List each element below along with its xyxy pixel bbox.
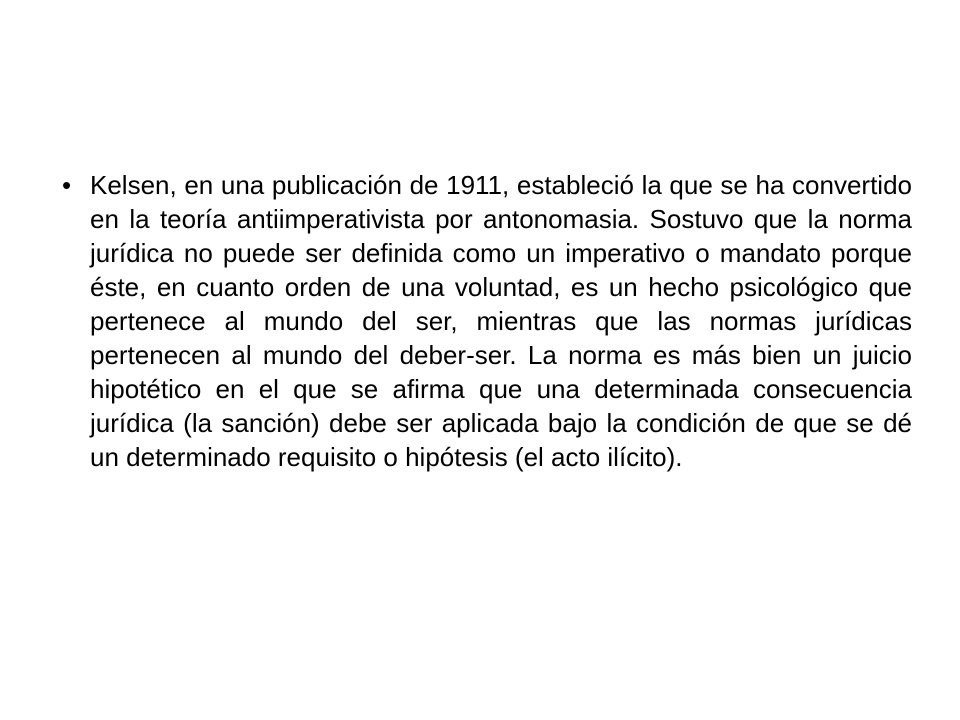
- bullet-marker: •: [62, 170, 72, 200]
- bullet-list: [62, 168, 912, 474]
- bullet-text: Kelsen, en una publicación de 1911, estableció la que se ha convertido en la teoría antiimperativista por antonomasia. Sostuvo que la norma jurídica no puede ser definida como un imperativo o mandato porque éste, en cuanto orden de una voluntad, es un hecho psicológico que pertenece al mundo del ser, mientras que las normas jurídicas pertenecen al mundo del deber-ser. La norma es más bien un juicio hipotético en el que se afirma que una determinada consecuencia jurídica (la sanción) debe ser aplicada bajo la condición de que se dé un determinado requisito o hipótesis (el acto ilícito).: [90, 170, 912, 472]
- bullet-item: [62, 168, 912, 474]
